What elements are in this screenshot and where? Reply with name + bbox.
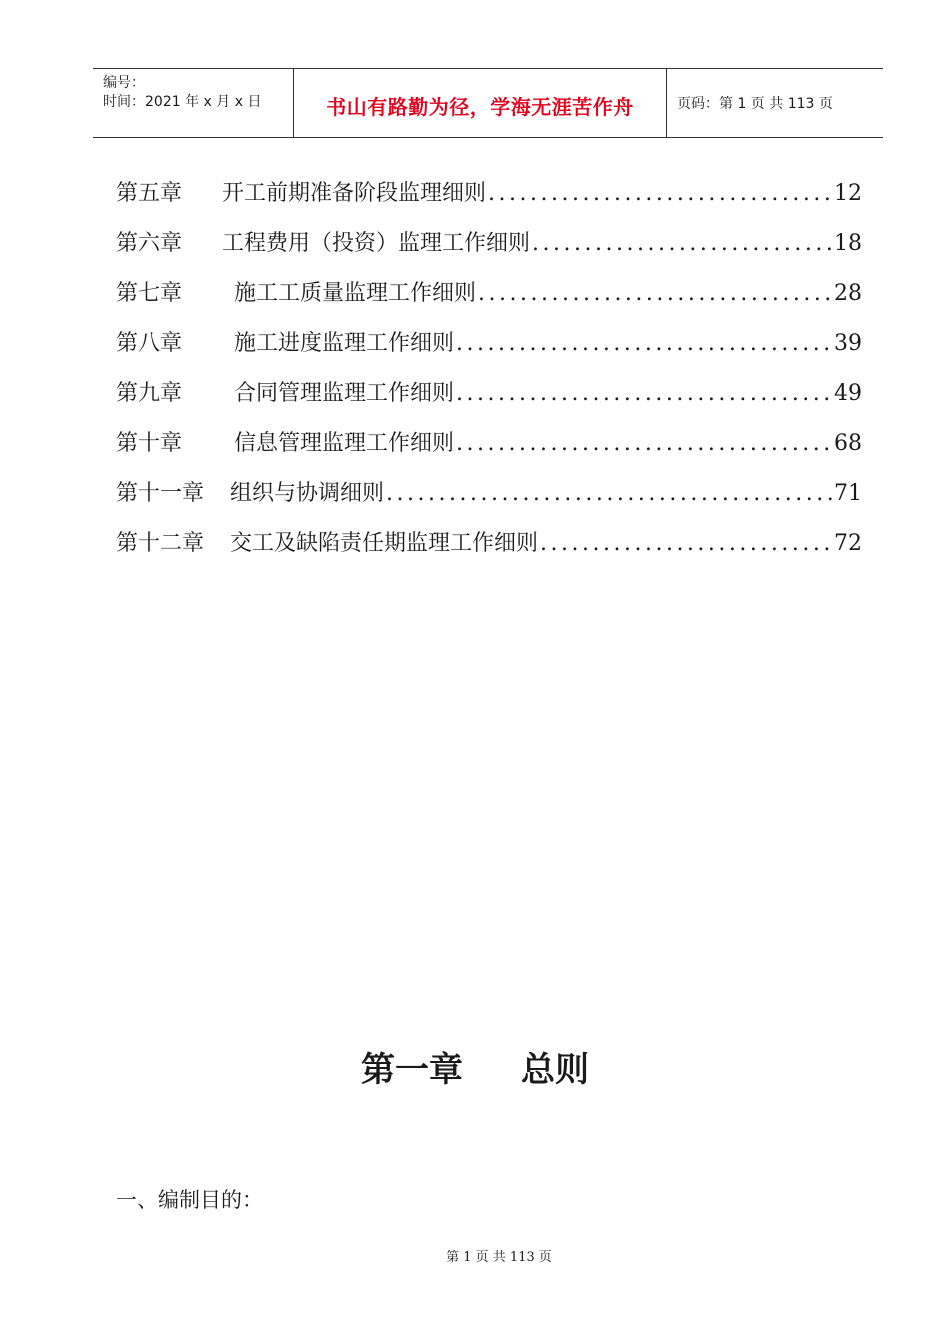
toc-dot-leader [456,422,832,466]
toc-entry[interactable] [116,472,862,522]
toc-chapter-title: 交工及缺陷责任期监理工作细则 [230,531,539,556]
toc-page-number: 12 [834,181,862,206]
header-motto-cell [294,69,667,137]
toc-page-number: 49 [834,381,862,406]
toc-chapter-title: 施工进度监理工作细则 [234,331,455,356]
page-header [93,68,883,138]
toc-chapter-title: 开工前期准备阶段监理细则 [222,181,487,206]
toc-chapter-number: 第十章 [116,431,183,456]
toc-chapter-title: 合同管理监理工作细则 [234,381,455,406]
toc-page-number: 71 [834,481,862,506]
page-footer: 第 1 页 共 113 页 [446,1250,552,1265]
header-info-cell [93,69,294,137]
toc-dot-leader [386,472,832,516]
toc-chapter-number: 第九章 [116,381,183,406]
toc-entry[interactable] [116,372,862,422]
toc-dot-leader [456,322,832,366]
chapter-heading [0,1042,950,1091]
toc-page-number: 72 [834,531,862,556]
toc-page-number: 28 [834,281,862,306]
toc-dot-leader [478,272,832,316]
toc-chapter-number: 第八章 [116,331,183,356]
toc-entry[interactable] [116,222,862,272]
page-code: 页码：第 1 页 共 113 页 [677,96,833,112]
toc-chapter-number: 第十二章 [116,531,205,556]
toc-page-number: 18 [834,231,862,256]
toc-entry[interactable] [116,272,862,322]
motto-text: 书山有路勤为径，学海无涯苦作舟 [326,94,634,119]
toc-chapter-title: 信息管理监理工作细则 [234,431,455,456]
chapter-title: 总则 [521,1050,589,1090]
toc-chapter-title: 组织与协调细则 [230,481,385,506]
toc-entry[interactable] [116,322,862,372]
toc-chapter-title: 施工工质量监理工作细则 [234,281,477,306]
section-heading: 一、编制目的： [116,1188,263,1212]
table-of-contents [116,172,862,572]
toc-dot-leader [532,222,832,266]
toc-entry[interactable] [116,172,862,222]
toc-chapter-number: 第六章 [116,231,183,256]
number-label: 编号： [103,75,145,91]
toc-entry[interactable] [116,422,862,472]
time-label: 时间：2021 年 x 月 x 日 [103,94,262,110]
toc-chapter-number: 第十一章 [116,481,205,506]
toc-dot-leader [488,172,832,216]
toc-chapter-number: 第七章 [116,281,183,306]
toc-chapter-number: 第五章 [116,181,183,206]
toc-chapter-title: 工程费用（投资）监理工作细则 [222,231,531,256]
toc-dot-leader [540,522,832,566]
toc-page-number: 39 [834,331,862,356]
header-page-cell [667,69,883,137]
toc-entry[interactable] [116,522,862,572]
toc-page-number: 68 [834,431,862,456]
toc-dot-leader [456,372,832,416]
chapter-number: 第一章 [361,1050,463,1090]
